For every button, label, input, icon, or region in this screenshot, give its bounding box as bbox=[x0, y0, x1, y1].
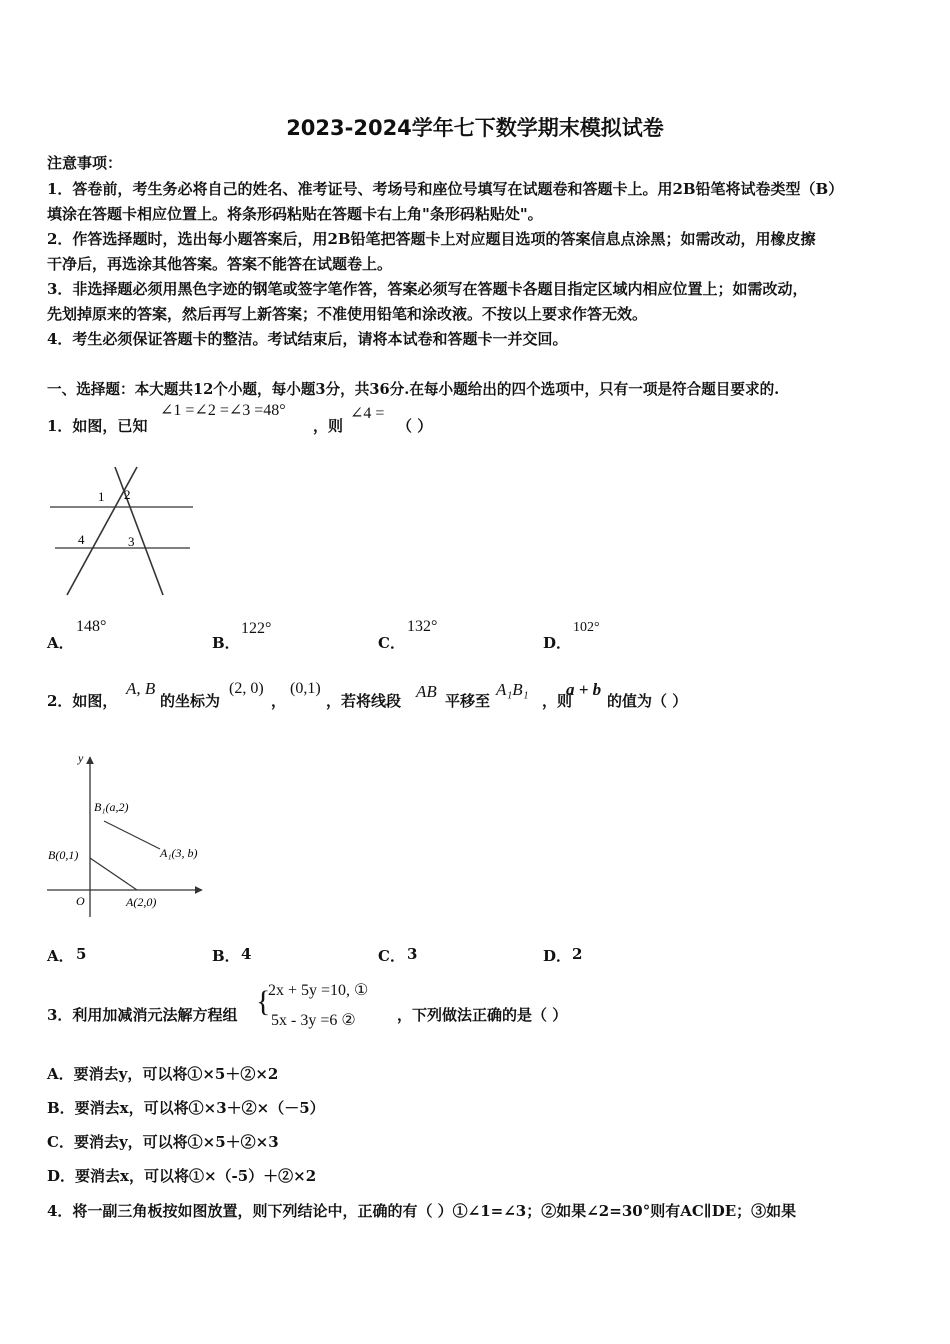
q1-option-letter: C． bbox=[378, 634, 405, 652]
point-b-label: B(0,1) bbox=[48, 848, 79, 862]
q2-option-value: 2 bbox=[572, 945, 583, 963]
q2-segment: AB bbox=[416, 682, 437, 701]
q2-option-letter: A． bbox=[47, 947, 74, 965]
q2-points: A, B bbox=[126, 679, 156, 698]
q2-text: 平移至 bbox=[445, 692, 491, 710]
q1-figure bbox=[45, 462, 200, 602]
origin-label: O bbox=[76, 894, 85, 908]
q1-condition: ∠1 =∠2 =∠3 =48° bbox=[160, 402, 286, 419]
angle-label: 4 bbox=[78, 532, 85, 547]
q2-coord-a: (2, 0) bbox=[229, 680, 264, 697]
q1-option-letter: D． bbox=[543, 634, 572, 652]
q2-segment-translated: A₁B₁ bbox=[496, 680, 529, 699]
segment-a1b1 bbox=[104, 821, 160, 849]
q2-coord-b: (0,1) bbox=[290, 680, 321, 697]
notes-line: 1．答卷前，考生务必将自己的姓名、准考证号、考场号和座位号填写在试题卷和答题卡上。用2B铅笔将试卷类型（B） bbox=[47, 180, 844, 198]
notes-line: 先划掉原来的答案，然后再写上新答案；不准使用铅笔和涂改液。不按以上要求作答无效。 bbox=[47, 305, 648, 323]
q3-option: C．要消去y，可以将①×5＋②×3 bbox=[47, 1133, 279, 1151]
q3-prefix: 3．利用加减消元法解方程组 bbox=[47, 1006, 238, 1024]
q2-text: ，则 bbox=[542, 692, 573, 710]
q2-expression: a + b bbox=[566, 680, 602, 699]
q1-option-letter: B． bbox=[212, 634, 240, 652]
system-brace: { bbox=[256, 985, 271, 1018]
q1-prefix: 1．如图，已知 bbox=[47, 417, 148, 435]
q4-text: 4．将一副三角板按如图放置，则下列结论中，正确的有（ ）①∠1=∠3；②如果∠2=30°则有AC∥DE；③如果 bbox=[47, 1202, 797, 1220]
notes-line: 3．非选择题必须用黑色字迹的钢笔或签字笔作答，答案必须写在答题卡各题目指定区域内相应位置上；如需改动， bbox=[47, 280, 808, 298]
angle-label: 2 bbox=[124, 487, 131, 502]
angle-label: 3 bbox=[128, 534, 135, 549]
q2-text: ， bbox=[271, 692, 287, 710]
q3-equation-2: 5x - 3y =6 ② bbox=[271, 1012, 356, 1029]
q1-option-value: 148° bbox=[76, 618, 107, 635]
transversal-1 bbox=[115, 467, 163, 595]
q3-option: B．要消去x，可以将①×3＋②×（－5） bbox=[47, 1099, 325, 1117]
notes-heading: 注意事项： bbox=[47, 154, 123, 172]
q2-figure bbox=[42, 745, 222, 925]
point-b1-label: B₁(a,2) bbox=[94, 800, 129, 814]
q1-suffix: （ ） bbox=[397, 417, 433, 435]
q2-option-letter: B． bbox=[212, 947, 240, 965]
q3-equation-1: 2x + 5y =10, ① bbox=[268, 982, 369, 999]
q2-prefix: 2．如图， bbox=[47, 692, 118, 710]
point-a1-label: A₁(3, b) bbox=[160, 846, 198, 860]
q1-ask: ∠4 = bbox=[350, 405, 385, 422]
notes-line: 2．作答选择题时，选出每小题答案后，用2B铅笔把答题卡上对应题目选项的答案信息点涂黑；如需改动，用橡皮擦 bbox=[47, 230, 816, 248]
q2-text: 的值为（ ） bbox=[607, 692, 688, 710]
page-title: 2023-2024学年七下数学期末模拟试卷 bbox=[286, 116, 664, 140]
q1-mid: ，则 bbox=[313, 417, 344, 435]
q1-option-value: 132° bbox=[407, 618, 438, 635]
q1-option-letter: A． bbox=[47, 634, 74, 652]
notes-line: 干净后，再选涂其他答案。答案不能答在试题卷上。 bbox=[47, 255, 393, 273]
q2-option-value: 5 bbox=[76, 945, 87, 963]
y-axis-label: y bbox=[78, 751, 84, 765]
q2-option-letter: D． bbox=[543, 947, 572, 965]
point-a-label: A(2,0) bbox=[126, 895, 157, 909]
segment-ab bbox=[90, 858, 137, 890]
q1-option-value: 122° bbox=[241, 620, 272, 637]
q2-text: 的坐标为 bbox=[160, 692, 221, 710]
notes-line: 填涂在答题卡相应位置上。将条形码粘贴在答题卡右上角"条形码粘贴处"。 bbox=[47, 205, 543, 223]
q3-option: D．要消去x，可以将①×（-5）＋②×2 bbox=[47, 1167, 317, 1185]
q2-text: ，若将线段 bbox=[326, 692, 402, 710]
q2-option-value: 4 bbox=[241, 945, 252, 963]
q3-suffix: ，下列做法正确的是（ ） bbox=[397, 1006, 568, 1024]
q3-option: A．要消去y，可以将①×5＋②×2 bbox=[47, 1065, 279, 1083]
q2-option-letter: C． bbox=[378, 947, 405, 965]
section-heading: 一、选择题：本大题共12个小题，每小题3分，共36分.在每小题给出的四个选项中，只有一项是符合题目要求的. bbox=[47, 381, 780, 398]
notes-line: 4．考生必须保证答题卡的整洁。考试结束后，请将本试卷和答题卡一并交回。 bbox=[47, 330, 568, 348]
angle-label: 1 bbox=[98, 489, 105, 504]
q1-option-value: 102° bbox=[573, 620, 600, 635]
q2-option-value: 3 bbox=[407, 945, 418, 963]
